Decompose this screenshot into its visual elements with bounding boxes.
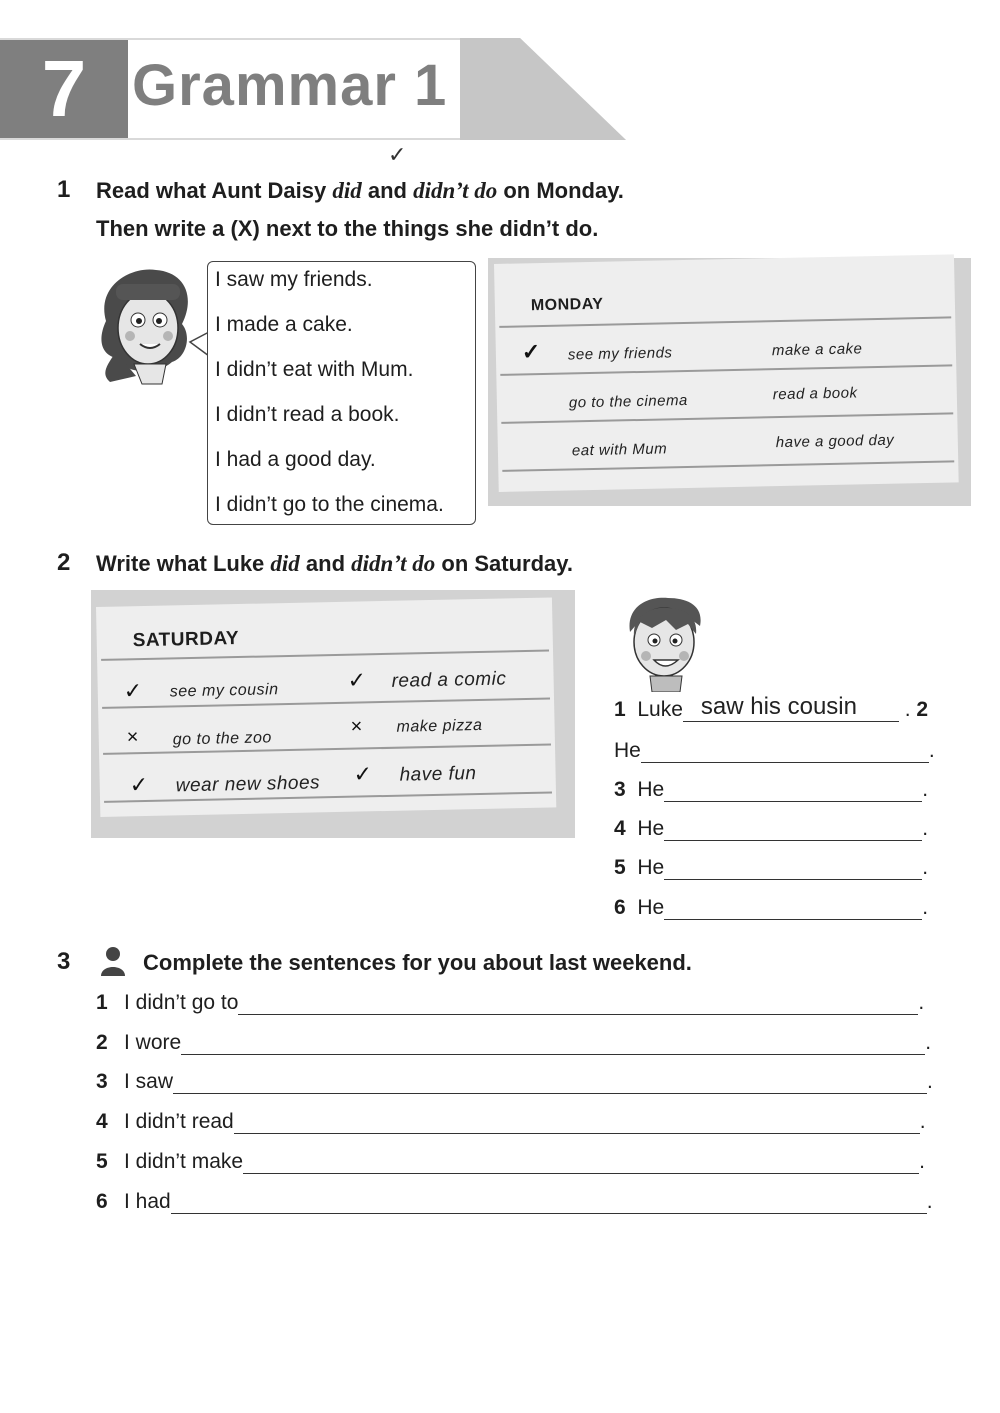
item-number: 3 xyxy=(614,778,626,801)
sentence-line: 1 I didn’t go to . xyxy=(96,991,925,1014)
answer-blank[interactable] xyxy=(171,1189,927,1214)
item-number: 3 xyxy=(96,1070,108,1093)
answer-blank[interactable] xyxy=(641,738,929,763)
answer-blank[interactable] xyxy=(173,1069,927,1094)
example-line: 1 Luke saw his cousin . 2 xyxy=(614,693,929,721)
unit-number: 7 xyxy=(0,40,128,138)
section1-instruction: Read what Aunt Daisy did and didn’t do on Monday. xyxy=(96,178,624,203)
item-number: 6 xyxy=(96,1190,108,1213)
sentence-start: I saw xyxy=(124,1070,174,1093)
sentence-start: I wore xyxy=(124,1031,182,1054)
answer-line: 5 He . xyxy=(614,856,929,879)
activity-label: see my friends xyxy=(567,344,673,364)
item-number: 2 xyxy=(96,1031,108,1054)
subject: He xyxy=(614,739,641,762)
item-number: 4 xyxy=(614,817,626,840)
check-icon[interactable]: ✓ xyxy=(521,339,541,365)
answer-blank[interactable] xyxy=(664,895,922,920)
luke-illustration xyxy=(622,596,708,692)
item-number: 1 xyxy=(96,991,108,1014)
answer-line: He . xyxy=(614,739,935,762)
header-band-shade xyxy=(460,38,626,140)
check-icon: ✓ xyxy=(388,142,407,167)
answer-line: 6 He . xyxy=(614,896,929,919)
item-number: 2 xyxy=(916,698,929,721)
check-icon: ✓ xyxy=(347,667,367,693)
section2-number: 2 xyxy=(57,549,71,576)
answer-blank[interactable] xyxy=(664,816,922,841)
aunt-daisy-illustration xyxy=(96,266,206,386)
activity-label: read a comic xyxy=(391,668,507,692)
divider xyxy=(500,364,952,375)
activity-label: make pizza xyxy=(396,716,483,736)
monday-card xyxy=(494,254,959,492)
speech-line: I made a cake. xyxy=(215,313,353,336)
card-heading: SATURDAY xyxy=(132,628,240,652)
activity-label: go to the cinema xyxy=(568,391,688,412)
speech-box xyxy=(207,261,476,525)
answer-blank[interactable] xyxy=(664,855,922,880)
check-icon: ✓ xyxy=(353,761,373,787)
speech-line: I had a good day. xyxy=(215,448,376,471)
sentence-start: I didn’t read xyxy=(124,1110,234,1133)
sentence-line: 2 I wore . xyxy=(96,1031,932,1054)
cross-icon: × xyxy=(350,715,363,738)
divider xyxy=(499,316,951,327)
activity-label: have a good day xyxy=(775,431,895,452)
answer-blank[interactable] xyxy=(243,1149,919,1174)
speech-line: I saw my friends. xyxy=(215,268,373,291)
subject: He xyxy=(637,778,665,801)
card-heading: MONDAY xyxy=(530,295,604,315)
check-icon: ✓ xyxy=(129,771,149,798)
activity-label: go to the zoo xyxy=(172,729,272,749)
activity-label: wear new shoes xyxy=(175,772,321,797)
speech-line: I didn’t eat with Mum. xyxy=(215,358,414,381)
check-icon: ✓ xyxy=(123,678,143,704)
section2-instruction: Write what Luke did and didn’t do on Saturday. xyxy=(96,551,574,576)
subject: He xyxy=(637,817,665,840)
speech-line: I didn’t read a book. xyxy=(215,403,400,426)
activity-label: read a book xyxy=(772,384,858,404)
divider xyxy=(104,791,552,802)
answer-blank xyxy=(683,693,899,722)
section3-instruction: Complete the sentences for you about last weekend. xyxy=(143,950,692,975)
activity-label: see my cousin xyxy=(169,681,279,701)
section1-number: 1 xyxy=(57,176,71,203)
person-icon xyxy=(100,946,126,976)
sentence-line: 5 I didn’t make . xyxy=(96,1150,925,1173)
item-number: 6 xyxy=(614,896,626,919)
sentence-line: 4 I didn’t read . xyxy=(96,1110,926,1133)
divider xyxy=(502,460,954,471)
answer-line: 4 He . xyxy=(614,817,929,840)
section3-number: 3 xyxy=(57,948,71,975)
activity-label: have fun xyxy=(399,763,477,786)
answer-blank[interactable] xyxy=(664,777,922,802)
subject: He xyxy=(637,896,665,919)
item-number: 1 xyxy=(614,698,626,721)
example-answer: saw his cousin xyxy=(700,693,857,720)
sentence-line: 6 I had . xyxy=(96,1190,933,1213)
page-title: Grammar 1 xyxy=(132,53,448,118)
section1-instruction-line2: Then write a (X) next to the things she didn’t do. xyxy=(96,216,599,241)
answer-blank[interactable] xyxy=(238,990,918,1015)
item-number: 5 xyxy=(96,1150,108,1173)
answer-blank[interactable] xyxy=(234,1109,920,1134)
cross-icon: × xyxy=(126,726,139,749)
saturday-card xyxy=(96,597,556,817)
sentence-start: I had xyxy=(124,1190,171,1213)
activity-label: make a cake xyxy=(771,340,863,360)
subject: Luke xyxy=(637,698,683,721)
item-number: 5 xyxy=(614,856,626,879)
answer-line: 3 He . xyxy=(614,778,929,801)
subject: He xyxy=(637,856,665,879)
activity-label: eat with Mum xyxy=(571,440,668,460)
item-number: 4 xyxy=(96,1110,108,1133)
speech-line: I didn’t go to the cinema. xyxy=(215,493,444,516)
sentence-start: I didn’t go to xyxy=(124,991,239,1014)
divider xyxy=(501,412,953,423)
sentence-start: I didn’t make xyxy=(124,1150,244,1173)
divider xyxy=(103,744,551,755)
sentence-line: 3 I saw . xyxy=(96,1070,933,1093)
answer-blank[interactable] xyxy=(181,1030,925,1055)
